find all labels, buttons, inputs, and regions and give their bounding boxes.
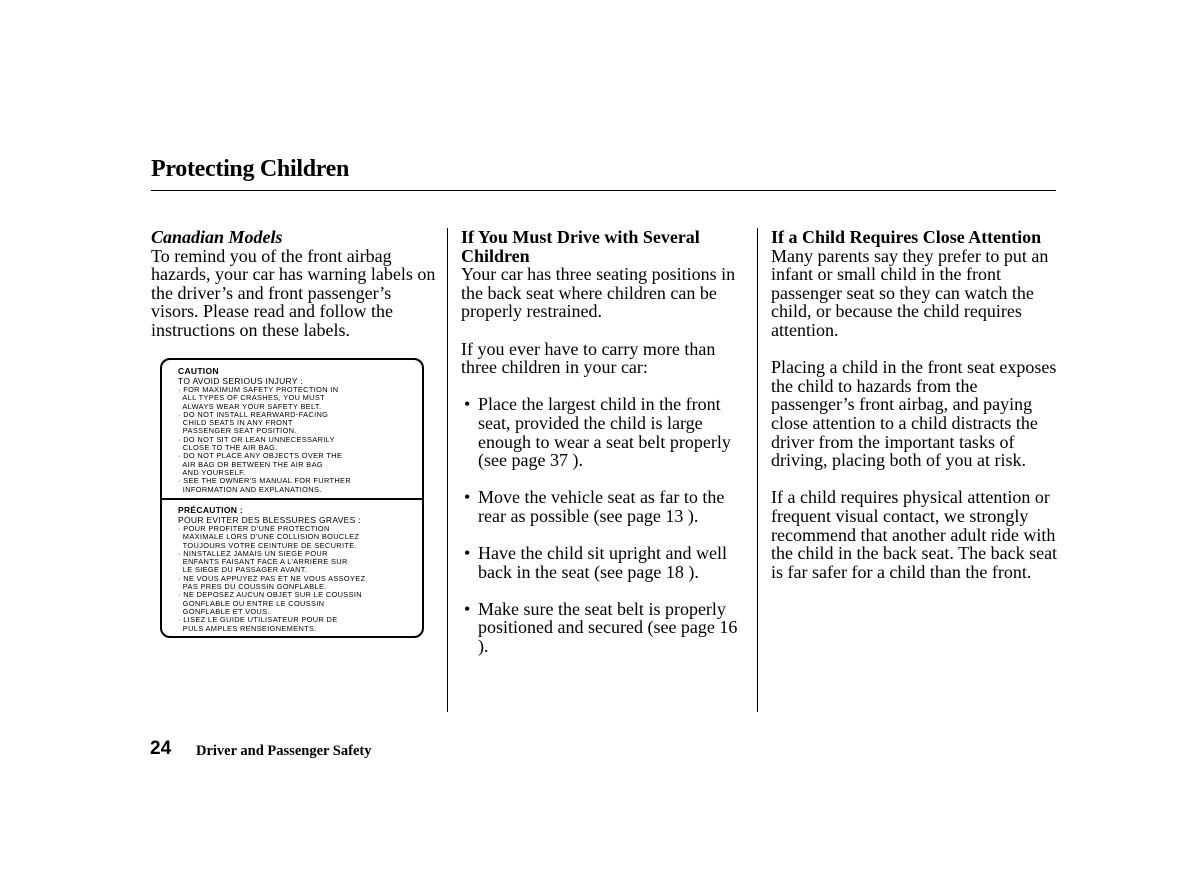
label-line: LE SIEGE DU PASSAGER AVANT. — [178, 565, 308, 575]
list-item — [461, 600, 751, 656]
several-children-para-2: If you ever have to carry more than three children in your car: — [461, 338, 716, 378]
label-caution-subheading: TO AVOID SERIOUS INJURY : — [178, 376, 303, 386]
label-caution-heading: CAUTION — [178, 366, 219, 376]
label-line: ALWAYS WEAR YOUR SAFETY BELT. — [178, 401, 322, 411]
label-line: · LISEZ LE GUIDE UTILISATEUR POUR DE — [178, 615, 338, 625]
column-divider — [757, 228, 758, 712]
close-attention-para-2: Placing a child in the front seat exposes the child to hazards from the passenger’s front airbag, and paying close attention to a child distracts the driver from the important tasks of driving, placing both of you at risk. — [771, 357, 1057, 471]
label-line: PASSENGER SEAT POSITION. — [178, 426, 297, 436]
label-precaution-subheading: POUR EVITER DES BLESSURES GRAVES : — [178, 515, 361, 525]
label-line: ALL TYPES OF CRASHES, YOU MUST — [178, 393, 326, 403]
label-english-section — [178, 366, 414, 494]
label-line: · DO NOT INSTALL REARWARD-FACING — [178, 409, 329, 419]
label-precaution-lines — [178, 525, 414, 633]
section-name: Driver and Passenger Safety — [196, 743, 372, 759]
label-line: ENFANTS FAISANT FACE A L’ARRIERE SUR — [178, 557, 348, 567]
bullet-text: Make sure the seat belt is properly positioned and secured (see page 16 ). — [478, 598, 738, 657]
label-line: PAS PRES DU COUSSIN GONFLABLE. — [178, 582, 327, 592]
label-line: · DO NOT SIT OR LEAN UNNECESSARILY — [178, 434, 335, 444]
list-item — [461, 488, 751, 525]
label-line: INFORMATION AND EXPLANATIONS. — [178, 484, 322, 494]
several-children-para-1: Your car has three seating positions in the back seat where children can be properly restrained. — [461, 264, 736, 322]
list-item — [461, 544, 751, 581]
label-line: AIR BAG OR BETWEEN THE AIR BAG — [178, 459, 323, 469]
label-line: PULS AMPLES RENSEIGNEMENTS. — [178, 623, 317, 633]
bullet-text: Have the child sit upright and well back in the seat (see page 18 ). — [478, 543, 727, 582]
several-children-heading: If You Must Drive with Several Children — [461, 227, 700, 266]
label-line: CHILD SEATS IN ANY FRONT — [178, 418, 293, 428]
label-line: · FOR MAXIMUM SAFETY PROTECTION IN — [178, 385, 339, 394]
column-close-attention — [771, 228, 1061, 581]
canadian-models-body: To remind you of the front airbag hazards, your car has warning labels on the driver’s and front passenger’s visors. Please read and follow the instructions on these labels. — [151, 245, 436, 340]
bullet-icon: • — [464, 543, 471, 564]
canadian-models-heading: Canadian Models — [151, 227, 283, 247]
title-rule — [151, 190, 1056, 191]
label-line: · SEE THE OWNER’S MANUAL FOR FURTHER — [178, 476, 352, 486]
label-french-section — [178, 505, 414, 633]
label-line: · NE DEPOSEZ AUCUN OBJET SUR LE COUSSIN — [178, 590, 362, 600]
page-number: 24 — [150, 738, 172, 759]
label-line: · NE VOUS APPUYEZ PAS ET NE VOUS ASSOYEZ — [178, 573, 366, 583]
column-canadian-models — [151, 228, 436, 340]
close-attention-para-3: If a child requires physical attention or frequent visual contact, we strongly recommend that another adult ride with the child in the back seat. The back seat is far safer for a child than the front. — [771, 487, 1058, 582]
label-line: MAXIMALE LORS D’UNE COLLISION BOUCLEZ — [178, 532, 360, 542]
bullet-icon: • — [464, 487, 471, 508]
label-line: · DO NOT PLACE ANY OBJECTS OVER THE — [178, 451, 343, 461]
label-line: GONFLABLE OU ENTRE LE COUSSIN — [178, 598, 325, 608]
column-divider — [447, 228, 448, 712]
label-line: AND YOURSELF. — [178, 467, 246, 477]
bullet-text: Move the vehicle seat as far to the rear as possible (see page 13 ). — [478, 487, 725, 526]
bullet-icon: • — [464, 598, 471, 619]
bullet-icon: • — [464, 394, 471, 415]
label-line: GONFLABLE ET VOUS. — [178, 606, 270, 616]
page-title: Protecting Children — [151, 156, 350, 182]
label-caution-lines — [178, 386, 414, 494]
list-item — [461, 395, 751, 469]
label-divider — [162, 498, 422, 500]
several-children-bullet-list — [461, 395, 751, 655]
close-attention-heading: If a Child Requires Close Attention — [771, 227, 1042, 247]
label-line: · POUR PROFITER D’UNE PROTECTION — [178, 524, 330, 533]
close-attention-para-1: Many parents say they prefer to put an infant or small child in the front passenger seat so they can watch the child, or because the child requires attention. — [771, 245, 1049, 340]
bullet-text: Place the largest child in the front seat, provided the child is large enough to wear a seat belt properly (see page 37 ). — [478, 394, 731, 471]
column-several-children — [461, 228, 751, 656]
warning-label-image — [160, 358, 424, 638]
label-line: CLOSE TO THE AIR BAG. — [178, 443, 278, 453]
label-line: TOUJOURS VOTRE CEINTURE DE SECURITE. — [178, 540, 357, 550]
label-line: · NINSTALLEZ JAMAIS UN SIEGE POUR — [178, 548, 328, 558]
label-precaution-heading: PRÉCAUTION : — [178, 505, 243, 515]
